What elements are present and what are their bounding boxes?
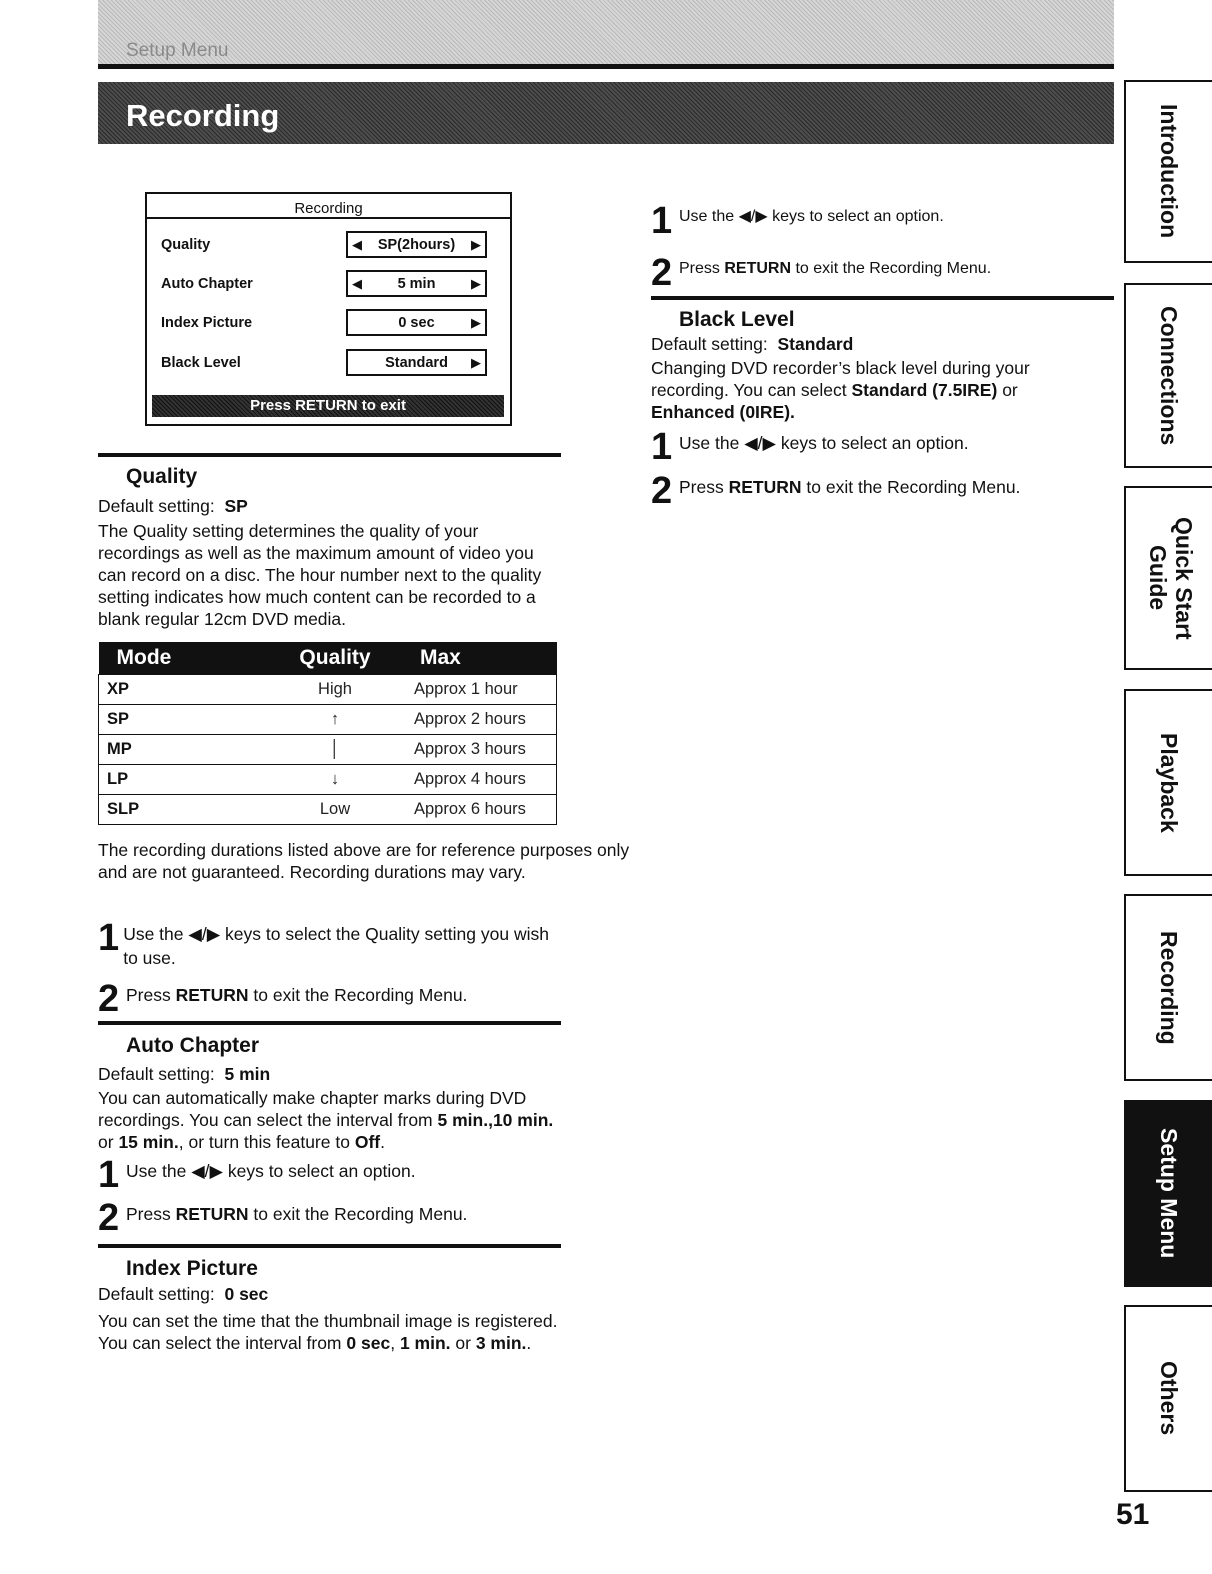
step-key: RETURN [175, 985, 249, 1005]
section-rule [98, 1021, 561, 1025]
auto-chapter-heading: Auto Chapter [126, 1034, 259, 1057]
default-value: Standard [777, 334, 854, 354]
default-prefix: Default setting: [651, 334, 768, 354]
right-arrow-icon: ▶ [471, 236, 481, 252]
left-arrow-icon: ◀ [352, 236, 362, 252]
step-number: 1 [651, 200, 673, 242]
option-text: 1 min. [399, 1333, 451, 1353]
osd-label-auto-chapter: Auto Chapter [161, 276, 253, 292]
cell-mode: LP [99, 765, 281, 795]
desc-text: , or turn this feature to [178, 1132, 350, 1152]
cell-mode: SLP [99, 795, 281, 825]
table-row [99, 705, 557, 735]
section-label: Setup Menu [126, 40, 229, 61]
arrow-keys-icon: ◀/▶ [738, 208, 768, 225]
step-number: 1 [651, 426, 673, 468]
step-text: Press [126, 1204, 171, 1224]
tab-others[interactable] [1124, 1305, 1212, 1492]
step-text: Press [679, 477, 724, 497]
step-text: keys to select the Quality setting you wish to use. [123, 924, 549, 968]
black-level-step-1 [651, 426, 1091, 468]
tab-label: Recording [1156, 930, 1182, 1045]
cell-quality: ↓ [280, 765, 390, 795]
tab-connections[interactable] [1124, 283, 1212, 468]
desc-text: or [98, 1132, 114, 1152]
osd-value-quality: SP(2hours) [377, 236, 456, 253]
tab-label: Quick Start Guide [1145, 516, 1197, 640]
cell-quality: │ [280, 735, 390, 765]
right-step-2 [651, 252, 1091, 294]
section-rule [98, 453, 561, 457]
black-level-heading: Black Level [679, 308, 795, 331]
header-rule [98, 64, 1114, 69]
section-rule [651, 296, 1114, 300]
tab-playback[interactable] [1124, 689, 1212, 876]
quality-mode-table [98, 642, 557, 825]
osd-value-index-picture: 0 sec [398, 314, 435, 331]
cell-mode: MP [99, 735, 281, 765]
step-text: to exit the Recording Menu. [806, 477, 1021, 497]
desc-text: . [380, 1132, 385, 1152]
table-row [99, 795, 557, 825]
step-text: keys to select an option. [780, 433, 969, 453]
left-arrow-icon: ◀ [352, 275, 362, 291]
quality-step-2 [98, 978, 558, 1020]
table-row [99, 765, 557, 795]
osd-field-black-level [346, 349, 487, 376]
cell-max: Approx 6 hours [390, 795, 557, 825]
osd-value-auto-chapter: 5 min [397, 275, 436, 292]
option-text: Off [354, 1132, 381, 1152]
table-header-mode: Mode [99, 642, 281, 675]
step-text: Use the [679, 433, 740, 453]
right-step-1 [651, 200, 1091, 242]
quality-default [98, 495, 248, 517]
tab-label: Setup Menu [1156, 1128, 1182, 1259]
desc-text: You can automatically make chapter marks during DVD recordings. You can select the interval from [98, 1088, 527, 1130]
option-text: 3 min. [475, 1333, 527, 1353]
option-text: 0 sec [346, 1333, 391, 1353]
step-text: keys to select an option. [227, 1161, 416, 1181]
desc-text: or [1002, 380, 1018, 400]
step-text: Use the [123, 924, 184, 944]
index-picture-heading: Index Picture [126, 1257, 258, 1280]
step-text: to exit the Recording Menu. [253, 985, 468, 1005]
quality-note: The recording durations listed above are for reference purposes only and are not guaranteed. Recording durations may vary. [98, 840, 630, 882]
default-prefix: Default setting: [98, 1064, 215, 1084]
cell-mode: XP [99, 675, 281, 705]
step-text: Press [126, 985, 171, 1005]
desc-text: or [455, 1333, 471, 1353]
step-number: 2 [651, 470, 673, 512]
table-row [99, 735, 557, 765]
option-text: 5 min.,10 min. [437, 1110, 554, 1130]
osd-field-quality [346, 231, 487, 258]
arrow-keys-icon: ◀/▶ [188, 924, 221, 944]
tab-label: Others [1156, 1361, 1182, 1436]
step-text: Use the [126, 1161, 187, 1181]
step-text: to exit the Recording Menu. [253, 1204, 468, 1224]
osd-title-rule [145, 217, 512, 219]
tab-recording[interactable] [1124, 894, 1212, 1081]
auto-chapter-step-2 [98, 1197, 558, 1239]
index-picture-description [98, 1310, 558, 1354]
index-picture-default [98, 1283, 268, 1305]
tab-introduction[interactable] [1124, 80, 1212, 263]
option-text: Standard (7.5IRE) [851, 380, 998, 400]
step-text: keys to select an option. [772, 208, 944, 225]
black-level-default [651, 333, 853, 355]
step-number: 1 [98, 917, 120, 959]
tab-label: Playback [1156, 732, 1182, 833]
cell-mode: SP [99, 705, 281, 735]
default-value: SP [224, 496, 248, 516]
step-text: to exit the Recording Menu. [795, 260, 992, 277]
step-number: 1 [98, 1154, 120, 1196]
default-value: 0 sec [224, 1284, 269, 1304]
right-arrow-icon: ▶ [471, 354, 481, 370]
default-value: 5 min [224, 1064, 271, 1084]
page-title: Recording [126, 98, 280, 133]
quality-heading: Quality [126, 465, 198, 488]
osd-title: Recording [294, 200, 363, 217]
desc-text: Changing DVD recorder’s black level during your recording. You can select [651, 358, 1030, 400]
tab-quick-start-guide[interactable] [1124, 486, 1212, 670]
osd-label-quality: Quality [161, 237, 211, 253]
black-level-step-2 [651, 470, 1091, 512]
osd-value-black-level: Standard [385, 354, 448, 371]
cell-quality: ↑ [280, 705, 390, 735]
auto-chapter-default [98, 1063, 270, 1085]
cell-max: Approx 3 hours [390, 735, 557, 765]
table-header-max: Max [390, 642, 557, 675]
tab-setup-menu[interactable] [1124, 1100, 1212, 1287]
option-text: Enhanced (0IRE). [651, 402, 795, 422]
osd-field-auto-chapter [346, 270, 487, 297]
option-text: 15 min. [118, 1132, 179, 1152]
page-number: 51 [1116, 1498, 1150, 1531]
default-prefix: Default setting: [98, 496, 215, 516]
auto-chapter-step-1 [98, 1154, 558, 1196]
osd-field-index-picture [346, 309, 487, 336]
step-text: Use the [679, 208, 735, 225]
section-rule [98, 1244, 561, 1248]
arrow-keys-icon: ◀/▶ [744, 433, 776, 453]
step-key: RETURN [175, 1204, 249, 1224]
step-key: RETURN [724, 260, 792, 277]
arrow-keys-icon: ◀/▶ [191, 1161, 223, 1181]
step-key: RETURN [728, 477, 802, 497]
osd-exit-bar: Press RETURN to exit [152, 395, 504, 417]
table-header-row [99, 642, 557, 675]
cell-quality: Low [280, 795, 390, 825]
right-arrow-icon: ▶ [471, 314, 481, 330]
header-band [98, 0, 1114, 64]
cell-max: Approx 2 hours [390, 705, 557, 735]
step-text: Press [679, 260, 720, 277]
desc-text: , [390, 1333, 396, 1353]
desc-text: You can set the time that the thumbnail image is registered. You can select the interval from [98, 1311, 558, 1353]
tab-label: Connections [1156, 305, 1182, 446]
quality-description: The Quality setting determines the quality of your recordings as well as the maximum amount of video you can record on a disc. The hour number next to the quality setting indicates how much content can be recorded to a blank regular 12cm DVD media. [98, 521, 542, 629]
osd-label-index-picture: Index Picture [161, 315, 253, 331]
table-header-quality: Quality [280, 642, 390, 675]
cell-max: Approx 4 hours [390, 765, 557, 795]
cell-max: Approx 1 hour [390, 675, 557, 705]
table-row [99, 675, 557, 705]
cell-quality: High [280, 675, 390, 705]
desc-text: . [526, 1333, 532, 1353]
black-level-description [651, 357, 1096, 423]
step-number: 2 [98, 978, 120, 1020]
quality-step-1 [98, 917, 558, 970]
osd-label-black-level: Black Level [161, 355, 241, 371]
default-prefix: Default setting: [98, 1284, 215, 1304]
auto-chapter-description [98, 1087, 568, 1153]
step-number: 2 [98, 1197, 120, 1239]
tab-label: Introduction [1156, 104, 1182, 239]
step-number: 2 [651, 252, 673, 294]
right-arrow-icon: ▶ [471, 275, 481, 291]
